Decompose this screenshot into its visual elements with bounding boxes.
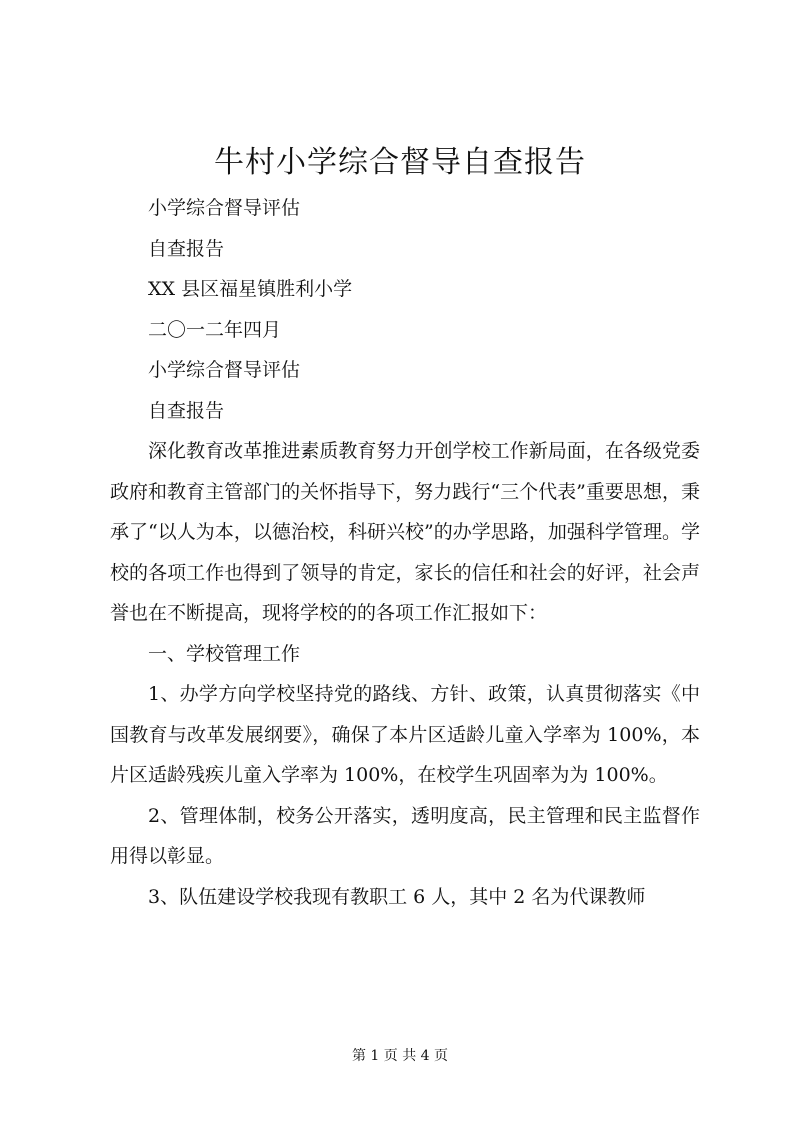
body-paragraph: 2、管理体制，校务公开落实，透明度高，民主管理和民主监督作用得以彰显。 [110,804,700,867]
header-line: 小学综合督导评估 [148,197,301,219]
section-heading: 一、学校管理工作 [148,642,301,665]
document-body [110,188,700,917]
header-line: 二〇一二年四月 [148,318,282,341]
page-footer: 第 1 页 共 4 页 [351,1048,449,1064]
header-line: 自查报告 [148,237,225,260]
document-title: 牛村小学综合督导自查报告 [214,145,586,180]
header-line: XX 县区福星镇胜利小学 [148,278,353,300]
header-line: 自查报告 [148,399,225,422]
body-paragraph: 深化教育改革推进素质教育努力开创学校工作新局面，在各级党委政府和教育主管部门的关怀指导下，努力践行“三个代表”重要思想，秉承了“以人为本，以德治校，科研兴校”的办学思路，加强科学管理。学校的各项工作也得到了领导的肯定，家长的信任和社会的好评，社会声誉也在不断提高，现将学校的的各项工作汇报如下： [110,440,700,624]
body-paragraph: 3、队伍建设学校我现有教职工 6 人，其中 2 名为代课教师 [148,885,646,908]
header-line: 小学综合督导评估 [148,359,301,381]
body-paragraph: 1、办学方向学校坚持党的路线、方针、政策，认真贯彻落实《中国教育与改革发展纲要》，确保了本片区适龄儿童入学率为 100%，本片区适龄残疾儿童入学率为 100%，在校学生巩固率为为 100%。 [110,683,700,786]
